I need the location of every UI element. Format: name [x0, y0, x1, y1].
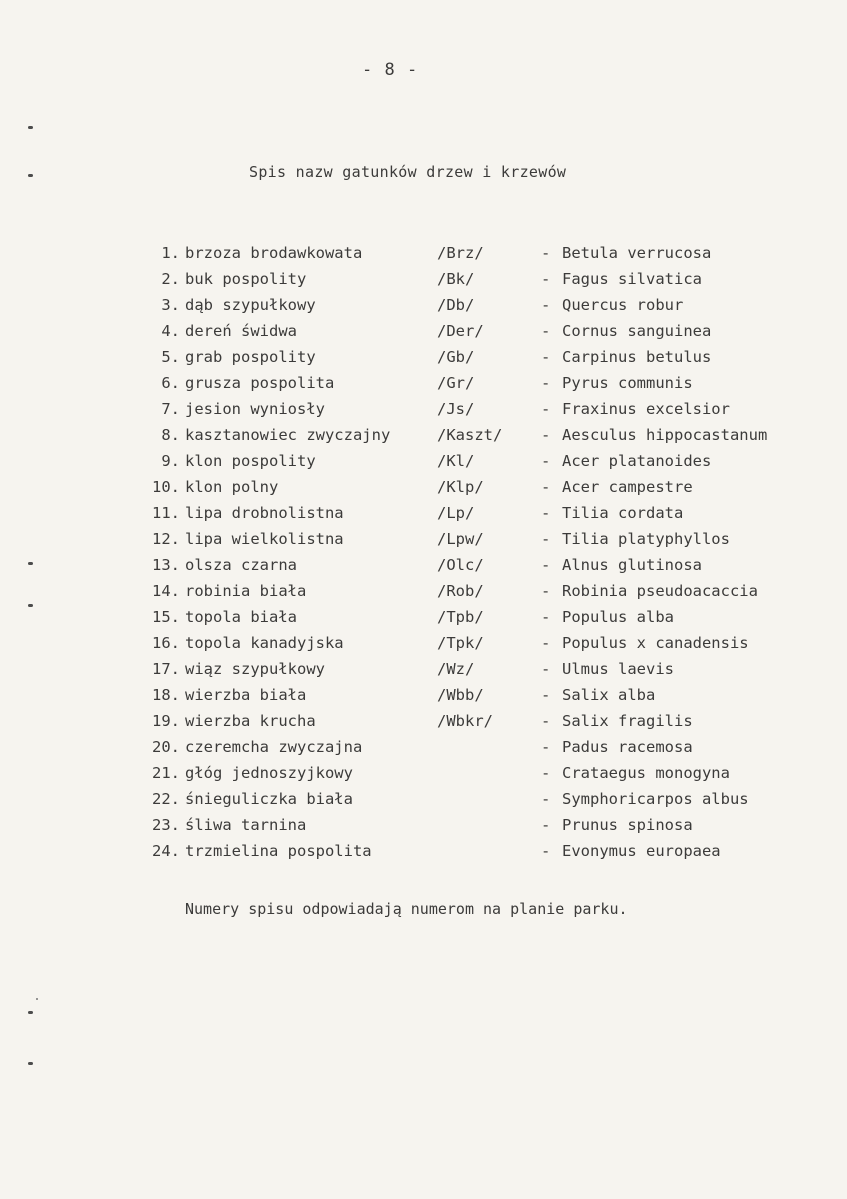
abbreviation: /Lpw/ [437, 530, 484, 548]
separator-dash: - [541, 712, 551, 730]
footnote: Numery spisu odpowiadają numerom na planie parku. [185, 900, 628, 918]
abbreviation: /Kaszt/ [437, 426, 503, 444]
list-item [0, 552, 847, 578]
list-item [0, 838, 847, 864]
polish-name: topola kanadyjska [185, 634, 344, 652]
item-number: 8. [161, 426, 180, 444]
separator-dash: - [541, 296, 551, 314]
latin-name: Fraxinus excelsior [562, 400, 730, 418]
polish-name: jesion wyniosły [185, 400, 325, 418]
separator-dash: - [541, 634, 551, 652]
abbreviation: /Kl/ [437, 452, 475, 470]
latin-name: Prunus spinosa [562, 816, 693, 834]
latin-name: Cornus sanguinea [562, 322, 712, 340]
polish-name: dereń świdwa [185, 322, 297, 340]
abbreviation: /Js/ [437, 400, 475, 418]
polish-name: brzoza brodawkowata [185, 244, 363, 262]
list-item [0, 630, 847, 656]
polish-name: wierzba krucha [185, 712, 316, 730]
abbreviation: /Olc/ [437, 556, 484, 574]
list-item [0, 448, 847, 474]
list-item [0, 526, 847, 552]
separator-dash: - [541, 244, 551, 262]
separator-dash: - [541, 426, 551, 444]
margin-mark [28, 1062, 33, 1065]
item-number: 7. [161, 400, 180, 418]
separator-dash: - [541, 374, 551, 392]
polish-name: śliwa tarnina [185, 816, 307, 834]
item-number: 20. [152, 738, 180, 756]
item-number: 24. [152, 842, 180, 860]
list-item [0, 734, 847, 760]
latin-name: Symphoricarpos albus [562, 790, 749, 808]
abbreviation: /Der/ [437, 322, 484, 340]
abbreviation: /Tpb/ [437, 608, 484, 626]
separator-dash: - [541, 478, 551, 496]
item-number: 10. [152, 478, 180, 496]
polish-name: kasztanowiec zwyczajny [185, 426, 391, 444]
item-number: 14. [152, 582, 180, 600]
item-number: 5. [161, 348, 180, 366]
item-number: 22. [152, 790, 180, 808]
latin-name: Salix alba [562, 686, 656, 704]
separator-dash: - [541, 400, 551, 418]
latin-name: Padus racemosa [562, 738, 693, 756]
latin-name: Acer campestre [562, 478, 693, 496]
margin-mark [28, 126, 33, 129]
list-item [0, 370, 847, 396]
polish-name: dąb szypułkowy [185, 296, 316, 314]
separator-dash: - [541, 348, 551, 366]
polish-name: lipa drobnolistna [185, 504, 344, 522]
latin-name: Tilia platyphyllos [562, 530, 730, 548]
polish-name: wiąz szypułkowy [185, 660, 325, 678]
latin-name: Pyrus communis [562, 374, 693, 392]
item-number: 18. [152, 686, 180, 704]
abbreviation: /Db/ [437, 296, 475, 314]
latin-name: Salix fragilis [562, 712, 693, 730]
abbreviation: /Gr/ [437, 374, 475, 392]
separator-dash: - [541, 270, 551, 288]
separator-dash: - [541, 738, 551, 756]
list-item [0, 760, 847, 786]
margin-speck [36, 998, 38, 1000]
latin-name: Robinia pseudoacaccia [562, 582, 758, 600]
polish-name: śnieguliczka biała [185, 790, 353, 808]
latin-name: Crataegus monogyna [562, 764, 730, 782]
separator-dash: - [541, 452, 551, 470]
list-item [0, 240, 847, 266]
abbreviation: /Brz/ [437, 244, 484, 262]
list-item [0, 474, 847, 500]
abbreviation: /Tpk/ [437, 634, 484, 652]
item-number: 17. [152, 660, 180, 678]
latin-name: Fagus silvatica [562, 270, 702, 288]
item-number: 21. [152, 764, 180, 782]
list-item [0, 682, 847, 708]
polish-name: klon pospolity [185, 452, 316, 470]
polish-name: buk pospolity [185, 270, 307, 288]
item-number: 3. [161, 296, 180, 314]
polish-name: klon polny [185, 478, 279, 496]
abbreviation: /Rob/ [437, 582, 484, 600]
list-item [0, 344, 847, 370]
separator-dash: - [541, 582, 551, 600]
latin-name: Ulmus laevis [562, 660, 674, 678]
separator-dash: - [541, 764, 551, 782]
abbreviation: /Bk/ [437, 270, 475, 288]
separator-dash: - [541, 608, 551, 626]
latin-name: Aesculus hippocastanum [562, 426, 768, 444]
abbreviation: /Wbb/ [437, 686, 484, 704]
item-number: 4. [161, 322, 180, 340]
polish-name: olsza czarna [185, 556, 297, 574]
polish-name: głóg jednoszyjkowy [185, 764, 353, 782]
list-item [0, 266, 847, 292]
item-number: 11. [152, 504, 180, 522]
abbreviation: /Wz/ [437, 660, 475, 678]
item-number: 9. [161, 452, 180, 470]
latin-name: Betula verrucosa [562, 244, 712, 262]
abbreviation: /Lp/ [437, 504, 475, 522]
margin-mark [28, 562, 33, 565]
latin-name: Carpinus betulus [562, 348, 712, 366]
latin-name: Alnus glutinosa [562, 556, 702, 574]
latin-name: Quercus robur [562, 296, 684, 314]
abbreviation: /Gb/ [437, 348, 475, 366]
separator-dash: - [541, 322, 551, 340]
list-item [0, 500, 847, 526]
list-item [0, 656, 847, 682]
item-number: 13. [152, 556, 180, 574]
separator-dash: - [541, 816, 551, 834]
margin-mark [28, 174, 33, 177]
polish-name: topola biała [185, 608, 297, 626]
item-number: 15. [152, 608, 180, 626]
list-item [0, 786, 847, 812]
polish-name: grab pospolity [185, 348, 316, 366]
polish-name: grusza pospolita [185, 374, 335, 392]
item-number: 6. [161, 374, 180, 392]
polish-name: lipa wielkolistna [185, 530, 344, 548]
separator-dash: - [541, 790, 551, 808]
separator-dash: - [541, 556, 551, 574]
margin-mark [28, 1011, 33, 1014]
separator-dash: - [541, 686, 551, 704]
list-item [0, 318, 847, 344]
separator-dash: - [541, 660, 551, 678]
list-item [0, 422, 847, 448]
polish-name: robinia biała [185, 582, 307, 600]
list-item [0, 708, 847, 734]
list-item [0, 604, 847, 630]
separator-dash: - [541, 530, 551, 548]
page-number: - 8 - [362, 60, 419, 80]
polish-name: czeremcha zwyczajna [185, 738, 363, 756]
latin-name: Populus alba [562, 608, 674, 626]
list-title: Spis nazw gatunków drzew i krzewów [249, 163, 567, 181]
item-number: 2. [161, 270, 180, 288]
margin-mark [28, 604, 33, 607]
list-item [0, 578, 847, 604]
abbreviation: /Wbkr/ [437, 712, 493, 730]
latin-name: Evonymus europaea [562, 842, 721, 860]
latin-name: Tilia cordata [562, 504, 684, 522]
item-number: 19. [152, 712, 180, 730]
item-number: 16. [152, 634, 180, 652]
separator-dash: - [541, 842, 551, 860]
list-item [0, 812, 847, 838]
polish-name: trzmielina pospolita [185, 842, 372, 860]
list-item [0, 396, 847, 422]
latin-name: Acer platanoides [562, 452, 712, 470]
item-number: 1. [161, 244, 180, 262]
polish-name: wierzba biała [185, 686, 307, 704]
list-item [0, 292, 847, 318]
abbreviation: /Klp/ [437, 478, 484, 496]
item-number: 23. [152, 816, 180, 834]
separator-dash: - [541, 504, 551, 522]
item-number: 12. [152, 530, 180, 548]
latin-name: Populus x canadensis [562, 634, 749, 652]
